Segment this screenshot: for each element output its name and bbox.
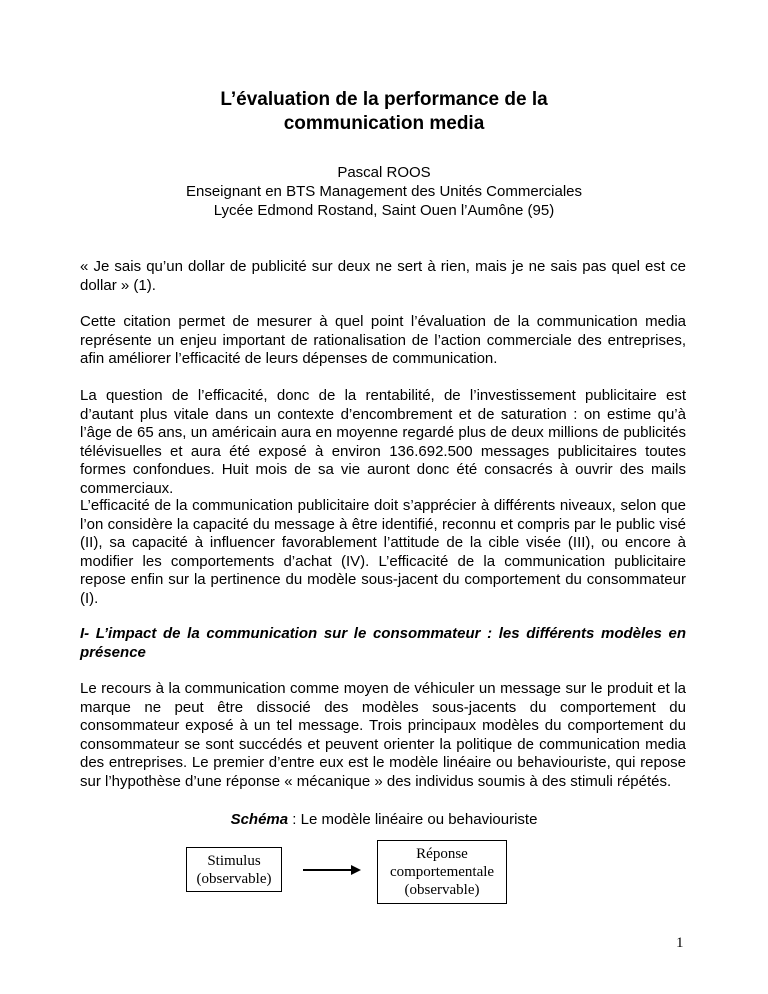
stimulus-sublabel: (observable) [196,870,272,887]
caption-label: Schéma [230,811,289,828]
diagram-caption [100,811,668,829]
response-label: Réponse [416,846,468,862]
paragraph-quote: « Je sais qu’un dollar de publicité sur deux ne sert à rien, mais je ne sais pas quel est ce dollar » (1). [80,258,686,294]
response-observable: (observable) [404,882,480,898]
stimulus-box [186,847,282,892]
caption-text: : Le modèle linéaire ou behaviouriste [288,811,538,828]
title-line-2: communication media [283,113,485,134]
response-sublabel: comportementale [389,864,495,880]
paragraph-models: Le recours à la communication comme moyen de véhiculer un message sur le produit et la marque ne peut être dissocié des modèles sous-jacents du comportement du consommateur exposé à un tel message. Trois principaux modèles du comportement du consommateur se sont succédés et peuvent orienter la politique de communication media des entreprises. Le premier d’entre eux est le modèle linéaire ou behaviouriste, qui repose sur l’hypothèse d’une réponse « mécanique » des individus soumis à des stimuli répétés. [80,680,686,790]
page-number: 1 [676,935,684,951]
right-arrow-icon [303,864,361,876]
section-heading: I- L’impact de la communication sur le consommateur : les différents modèles en présence [80,625,686,661]
paragraph-context: La question de l’efficacité, donc de la rentabilité, de l’investissement publicitaire est d’autant plus vitale dans un contexte d’encombrement et de saturation : on estime qu’à l’âge de 65 ans, un américain aura en moyenne regardé plus de deux millions de publicités télévisuelles et aura été exposé à environ 136.692.500 messages publicitaires toutes formes confondues. Huit mois de sa vie auront donc été consacrés à ouvrir des mails commerciaux. [80,387,686,497]
paragraph-levels: L’efficacité de la communication publicitaire doit s’apprécier à différents niveaux, selon que l’on considère la capacité du message à être identifié, reconnu et compris par le public visé (II), sa capacité à influencer favorablement l’attitude de la cible visée (III), ou encore à modifier les comportements d’achat (IV). L’efficacité de la communication publicitaire repose enfin sur la pertinence du modèle sous-jacent du comportement du consommateur (I). [80,497,686,607]
stimulus-label: Stimulus [207,852,261,869]
document-title [100,88,668,136]
author-block [100,163,668,220]
author-name: Pascal ROOS [337,164,431,181]
response-box [377,840,507,904]
paragraph-intro: Cette citation permet de mesurer à quel point l’évaluation de la communication media représente un enjeu important de rationalisation de l’action commerciale des entreprises, afin améliorer l’efficacité de leurs dépenses de communication. [80,313,686,367]
author-affiliation: Lycée Edmond Rostand, Saint Ouen l’Aumône (95) [213,202,555,219]
title-line-1: L’évaluation de la performance de la [220,89,548,110]
author-role: Enseignant en BTS Management des Unités Commerciales [185,183,583,200]
